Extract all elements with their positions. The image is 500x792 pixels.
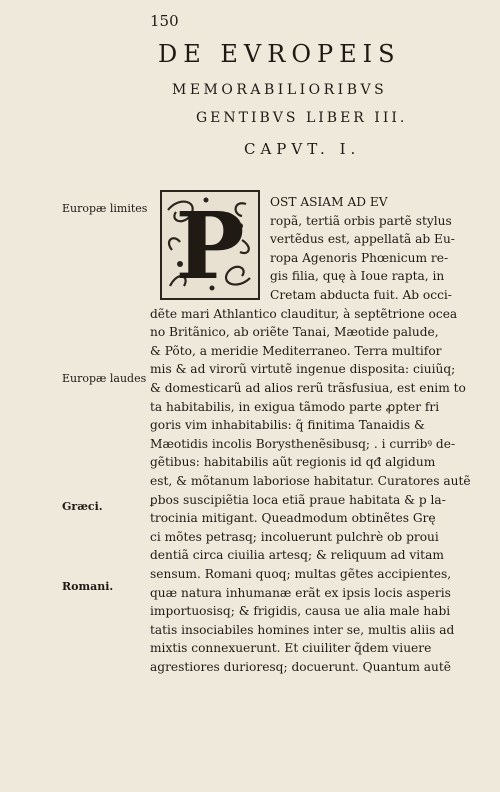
margin-note-romani: Romani. (62, 580, 114, 593)
chapter-title-line-2: MEMORABILIORIBVS (172, 82, 388, 98)
text-line: goris vim inhabitabilis: q̃ finitima Tanaidis & (150, 418, 425, 433)
text-line: gẽtibus: habitabilis aũt regionis id qđ algidum (150, 455, 436, 470)
text-line: sensum. Romani quoq; multas gẽtes accipientes, (150, 567, 452, 581)
text-line: ci mõtes petrasq; incoluerunt pulchrè ob proui (150, 529, 439, 544)
text-line: agrestiores durioresq; docuerunt. Quantum autẽ (150, 660, 452, 674)
text-line: dentiã circa ciuilia artesq; & reliquum ad vitam (150, 548, 444, 563)
text-line: vertẽdus est, appellatã ab Eu- (270, 232, 455, 247)
chapter-title-line-3: GENTIBVS LIBER III. (196, 110, 408, 126)
text-line: trocinia mitigant. Queadmodum obtinẽtes Grę (150, 511, 436, 526)
chapter-heading: CAPVT. I. (244, 140, 361, 158)
text-line: OST ASIAM AD EV (270, 195, 388, 209)
margin-note-europae-laudes: Europæ laudes (62, 372, 147, 385)
chapter-title-line-1: DE EVROPEIS (158, 40, 401, 68)
text-line: ropa Agenoris Phœnicum re- (270, 250, 449, 265)
decorated-initial-p-icon (160, 190, 260, 300)
margin-note-europae-limites: Europæ limites (62, 202, 148, 215)
text-line: & Põto, a meridie Mediterraneo. Terra multifor (150, 343, 442, 358)
text-line: importuosisq; & frigidis, causa ue alia male habi (150, 604, 451, 619)
text-line: quæ natura inhumanæ erãt ex ipsis locis asperis (150, 585, 451, 600)
text-line: est, & mõtanum laboriose habitatur. Curatores autẽ (150, 474, 471, 488)
page-number: 150 (150, 12, 179, 30)
initial-letter: P (175, 192, 245, 300)
text-line: mixtis connexuerunt. Et ciuiliter q̃dem viuere (150, 641, 432, 656)
text-line: no Britãnico, ab oriẽte Tanai, Mæotide palude, (150, 325, 439, 340)
text-line: Cretam abducta fuit. Ab occi- (270, 288, 452, 302)
text-line: ropã, tertiã orbis partẽ stylus (270, 213, 452, 228)
margin-note-graeci: Græci. (62, 500, 103, 513)
text-line: dẽte mari Athlantico clauditur, à septẽtrione ocea (150, 306, 458, 321)
text-line: & domesticarũ ad alios rerũ trãsfusiua, est enim to (150, 381, 466, 395)
text-line: mis & ad virorũ virtutẽ ingenue disposita: ciuiũq; (150, 362, 456, 377)
text-line: ꝑbos suscipiẽtia loca etiã praue habitata & p la- (150, 492, 446, 507)
text-line: Mæotidis incolis Borysthenẽsibusq; . i curribꝰ de- (150, 436, 456, 451)
text-line: tatis insociabiles homines inter se, multis aliis ad (150, 622, 455, 637)
text-line: gis filia, quę à Ioue rapta, in (270, 269, 445, 284)
text-line: ta habitabilis, in exigua tãmodo parte ꝓpter fri (150, 399, 440, 414)
